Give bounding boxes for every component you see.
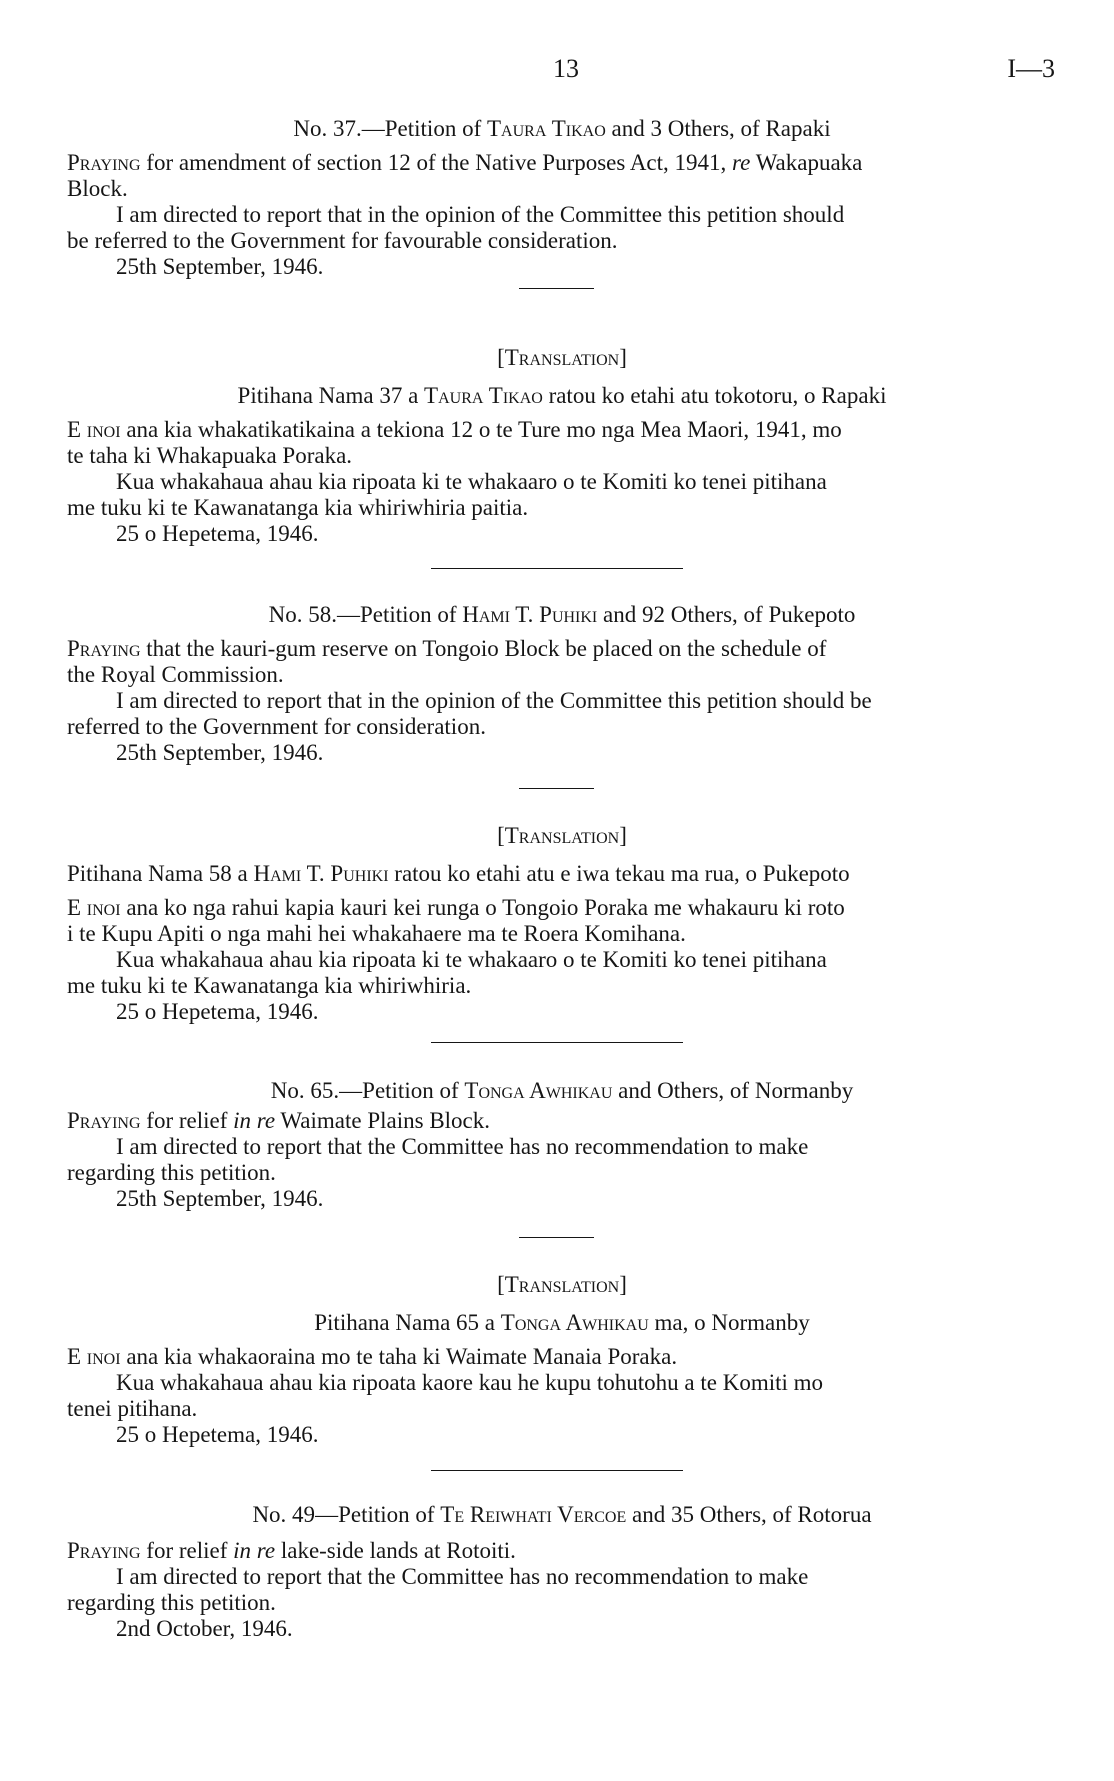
report-text: I am directed to report that the Committee has no recommendation to make — [116, 1134, 809, 1159]
report-text: I am directed to report that the Committee has no recommendation to make — [116, 1564, 809, 1589]
translation-37 — [67, 345, 1057, 547]
report-text: I am directed to report that in the opinion of the Committee this petition should — [116, 202, 845, 227]
petitioner-name: Tonga Awhikau — [500, 1310, 649, 1335]
translation-text-continued: i te Kupu Apiti o nga mahi hei whakahaere ma te Roera Komihana. — [67, 921, 686, 946]
petitioner-name: Tonga Awhikau — [464, 1078, 613, 1103]
translation-label: [Translation] — [497, 1272, 627, 1297]
translation-58 — [67, 823, 1057, 1025]
praying-text: Praying that the kauri-gum reserve on Tongoio Block be placed on the schedule of — [67, 636, 827, 661]
section-divider — [519, 788, 594, 789]
translation-report-continued: me tuku ki te Kawanatanga kia whiriwhiria paitia. — [67, 495, 529, 520]
translation-title: Pitihana Nama 37 a Taura Tikao ratou ko etahi atu tokotoru, o Rapaki — [237, 383, 887, 408]
translation-report: Kua whakahaua ahau kia ripoata kaore kau he kupu tohutohu a te Komiti mo — [116, 1370, 824, 1395]
petition-37 — [67, 116, 1057, 280]
petition-65 — [67, 1078, 1057, 1212]
translation-report-continued: me tuku ki te Kawanatanga kia whiriwhiria. — [67, 973, 472, 998]
report-text: I am directed to report that in the opinion of the Committee this petition should be — [116, 688, 872, 713]
page-header — [0, 56, 1114, 86]
petition-title: No. 49—Petition of Te Reiwhati Vercoe and 35 Others, of Rotorua — [252, 1502, 872, 1527]
translation-text-continued: te taha ki Whakapuaka Poraka. — [67, 443, 353, 468]
translation-65 — [67, 1272, 1057, 1448]
translation-date: 25 o Hepetema, 1946. — [116, 999, 319, 1024]
translation-text: E inoi ana ko nga rahui kapia kauri kei runga o Tongoio Poraka me whakauru ki roto — [67, 895, 845, 920]
translation-title: Pitihana Nama 65 a Tonga Awhikau ma, o Normanby — [314, 1310, 810, 1335]
translation-report: Kua whakahaua ahau kia ripoata ki te whakaaro o te Komiti ko tenei pitihana — [116, 469, 827, 494]
petition-49 — [67, 1502, 1057, 1642]
translation-report: Kua whakahaua ahau kia ripoata ki te whakaaro o te Komiti ko tenei pitihana — [116, 947, 827, 972]
praying-text: Praying for relief in re Waimate Plains Block. — [67, 1108, 491, 1133]
petition-title: No. 58.—Petition of Hami T. Puhiki and 92 Others, of Pukepoto — [268, 602, 856, 627]
petitioner-name: Hami T. Puhiki — [253, 861, 389, 886]
petition-date: 25th September, 1946. — [116, 254, 324, 279]
translation-text: E inoi ana kia whakatikatikaina a tekiona 12 o te Ture mo nga Mea Maori, 1941, mo — [67, 417, 842, 442]
page-number: 13 — [553, 54, 579, 83]
petitioner-name: Te Reiwhati Vercoe — [440, 1502, 627, 1527]
section-divider — [519, 1237, 594, 1238]
translation-date: 25 o Hepetema, 1946. — [116, 1422, 319, 1447]
petitioner-name: Hami T. Puhiki — [462, 602, 598, 627]
praying-text: Praying for amendment of section 12 of the Native Purposes Act, 1941, re Wakapuaka — [67, 150, 863, 175]
report-text-continued: regarding this petition. — [67, 1160, 276, 1185]
section-divider — [431, 1470, 683, 1471]
petition-date: 25th September, 1946. — [116, 1186, 324, 1211]
praying-text: Praying for relief in re lake-side lands at Rotoiti. — [67, 1538, 516, 1563]
petition-date: 2nd October, 1946. — [116, 1616, 293, 1641]
petitioner-name: Taura Tikao — [487, 116, 606, 141]
petition-title: No. 37.—Petition of Taura Tikao and 3 Others, of Rapaki — [293, 116, 831, 141]
section-divider — [431, 1042, 683, 1043]
translation-text: E inoi ana kia whakaoraina mo te taha ki Waimate Manaia Poraka. — [67, 1344, 678, 1369]
section-divider — [431, 568, 683, 569]
translation-title: Pitihana Nama 58 a Hami T. Puhiki ratou ko etahi atu e iwa tekau ma rua, o Pukepoto — [67, 861, 850, 886]
report-text-continued: be referred to the Government for favourable consideration. — [67, 228, 618, 253]
praying-text-continued: the Royal Commission. — [67, 662, 284, 687]
report-text-continued: referred to the Government for consideration. — [67, 714, 486, 739]
document-reference: I—3 — [1007, 54, 1055, 83]
translation-label: [Translation] — [497, 823, 627, 848]
petitioner-name: Taura Tikao — [424, 383, 543, 408]
petition-date: 25th September, 1946. — [116, 740, 324, 765]
translation-date: 25 o Hepetema, 1946. — [116, 521, 319, 546]
praying-text-continued: Block. — [67, 176, 128, 201]
report-text-continued: regarding this petition. — [67, 1590, 276, 1615]
translation-label: [Translation] — [497, 345, 627, 370]
translation-report-continued: tenei pitihana. — [67, 1396, 198, 1421]
section-divider — [519, 288, 594, 289]
petition-title: No. 65.—Petition of Tonga Awhikau and Others, of Normanby — [270, 1078, 854, 1103]
petition-58 — [67, 602, 1057, 766]
